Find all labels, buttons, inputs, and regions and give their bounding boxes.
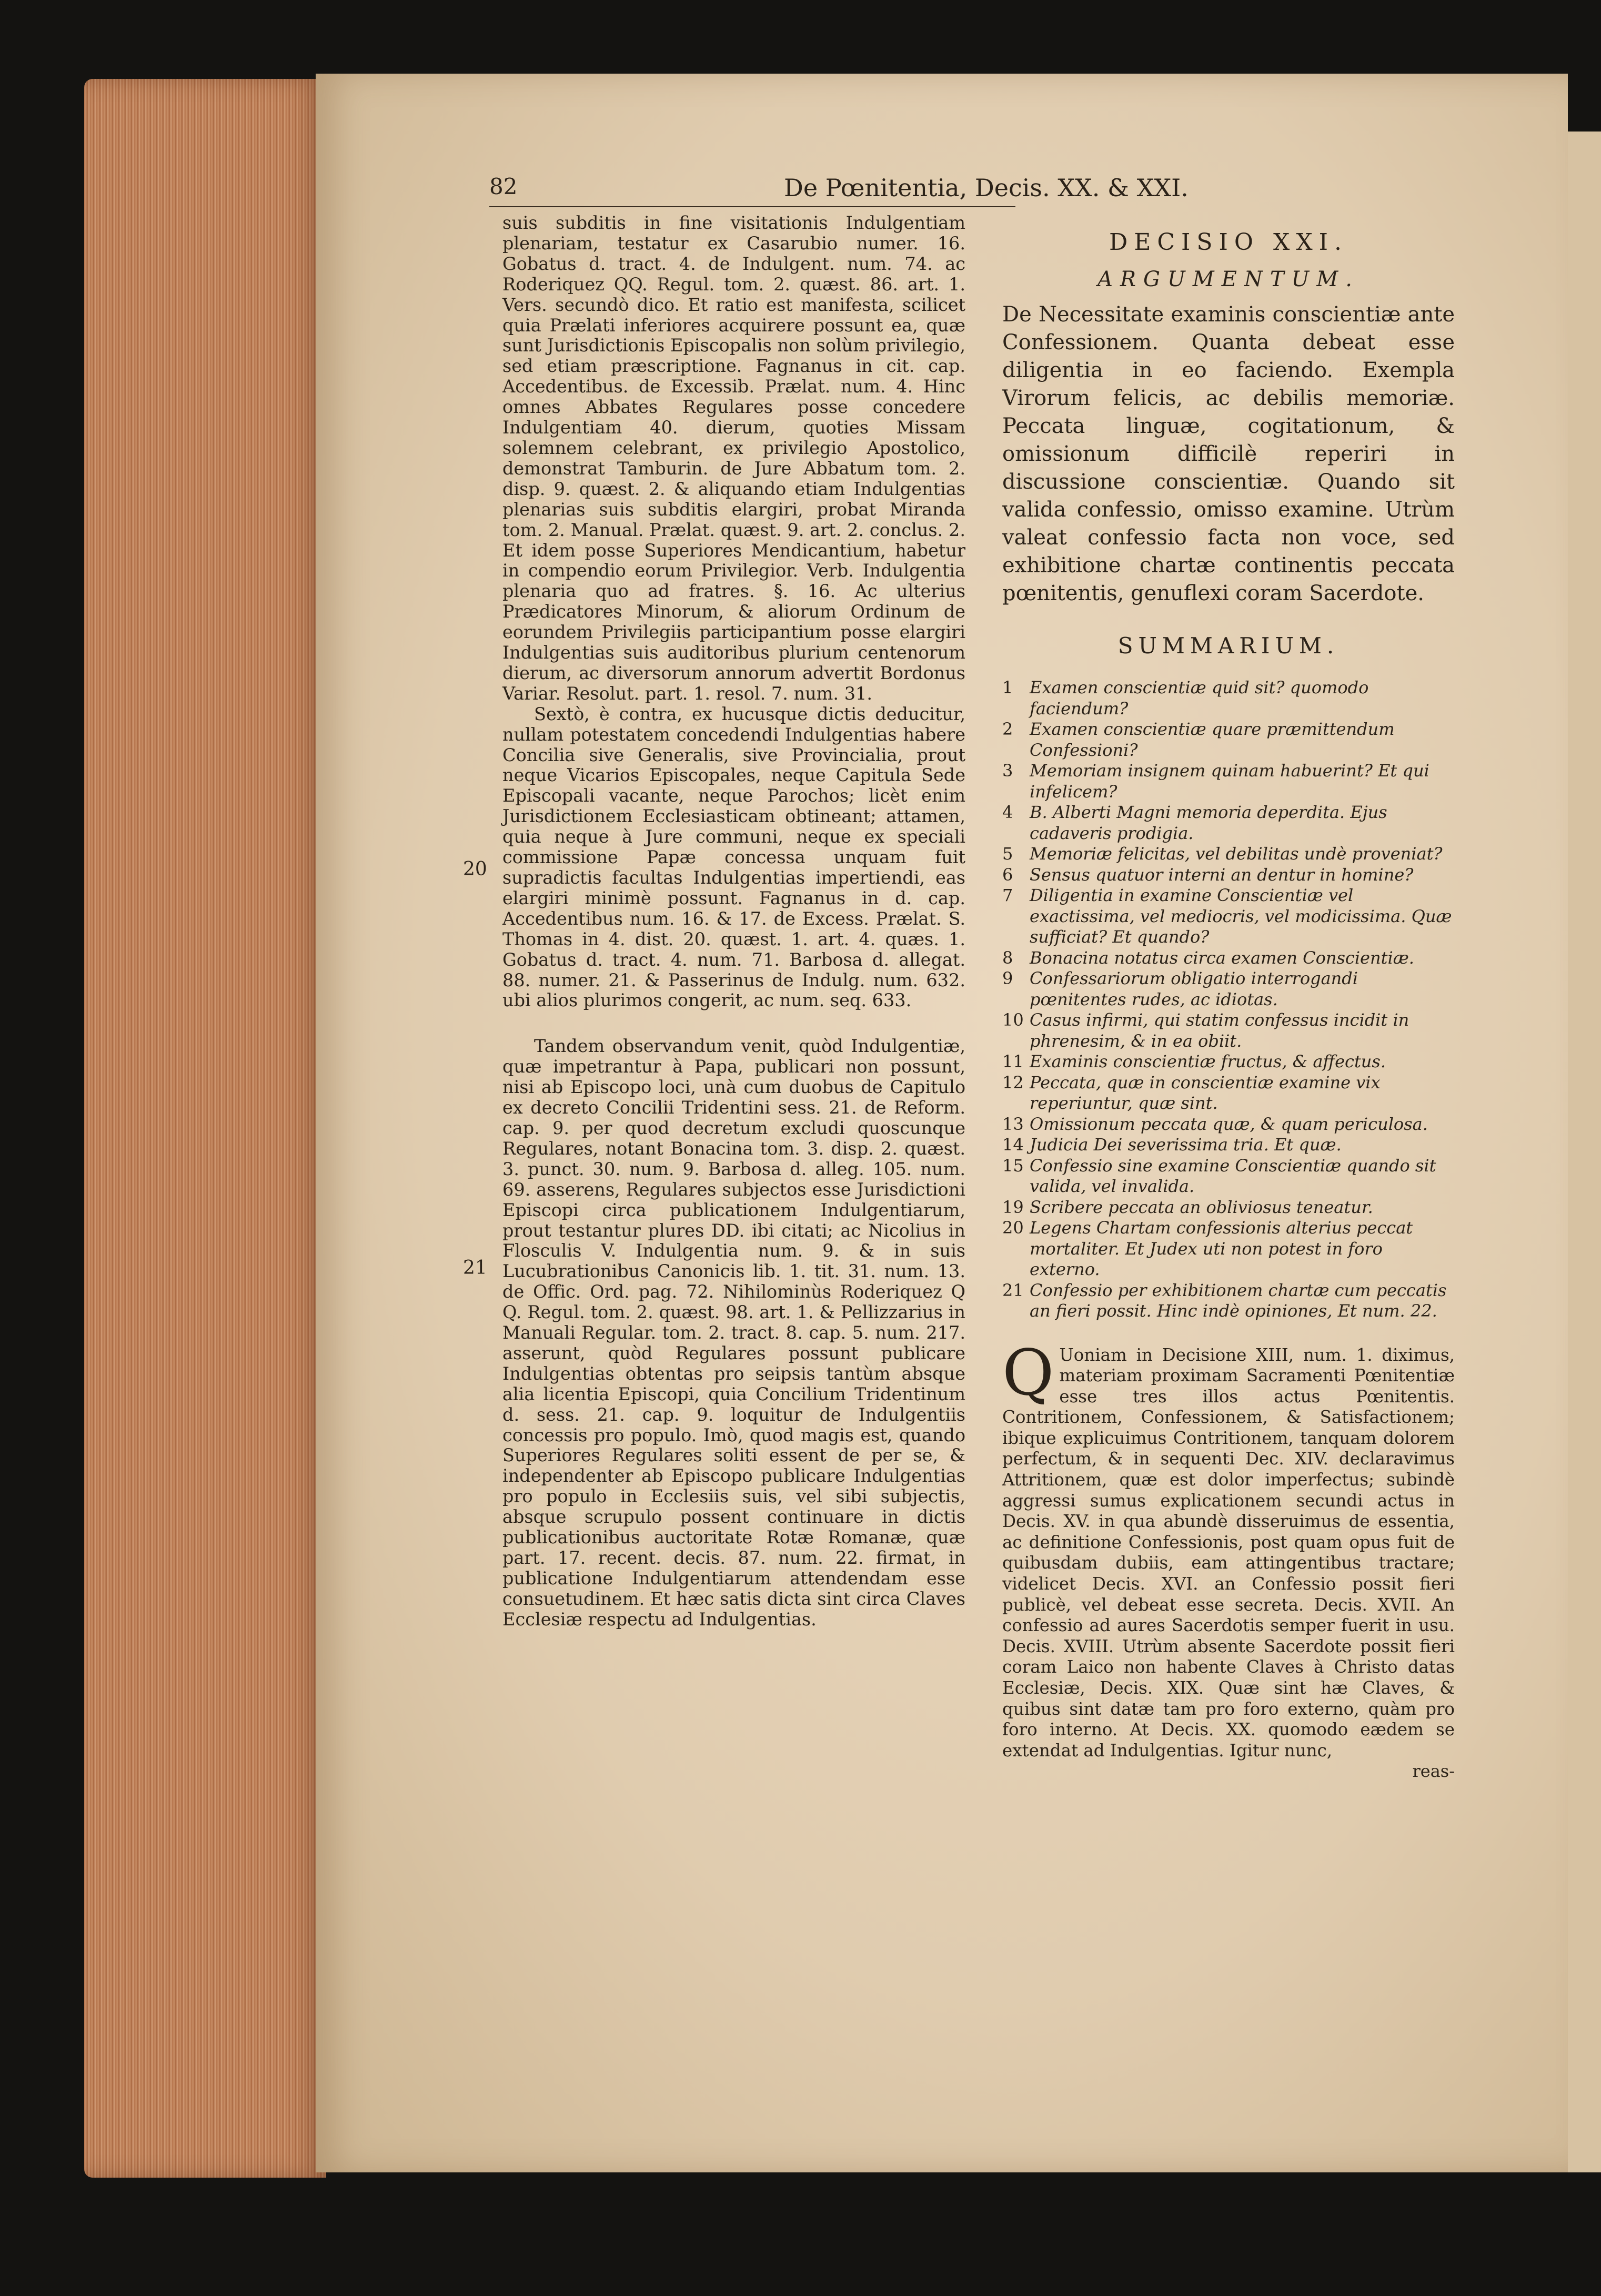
summary-item <box>1002 1010 1455 1051</box>
summary-number: 10 <box>1002 1010 1024 1030</box>
summary-item <box>1002 1135 1455 1156</box>
summary-text: Examen conscientiæ quid sit? quomodo faciendum? <box>1030 677 1369 719</box>
paragraph: Sextò, è contra, ex hucusque dictis deducitur, nullam potestatem concedendi Indulgentias habere Concilia sive Generalis, sive Provincialia, prout neque Vicarios Episcopales, neque Capitula Sede Episcopali vacante, neque Parochos; licèt enim Jurisdictionem Ecclesiasticam obtineant; attamen, quia neque à Jure communi, neque ex speciali commissione Papæ concessa unquam fuit supradictis facultas Indulgentias impertiendi, eas elargiri minimè possunt. Fagnanus in d. cap. Accedentibus num. 16. & 17. de Excess. Prælat. S. Thomas in 4. dist. 20. quæst. 1. art. 4. quæs. 1. Gobatus d. tract. 4. num. 71. Barbosa d. allegat. 88. numer. 21. & Passerinus de Indulg. num. 632. ubi alios plurimos congerit, ac num. seq. 633. <box>502 703 965 1011</box>
summary-number: 15 <box>1002 1155 1024 1176</box>
summary-text: Casus infirmi, qui statim confessus incidit in phrenesim, & in ea obiit. <box>1030 1010 1409 1051</box>
summary-item <box>1002 948 1455 969</box>
paragraph: Tandem observandum venit, quòd Indulgentiæ, quæ impetrantur à Papa, publicari non possunt, nisi ab Episcopo loci, unà cum duobus de Capitulo ex decreto Concilii Tridentini sess. 21. de Reform. cap. 9. per quod decretum excludi quoscunque Regulares, notant Bonacina tom. 3. disp. 2. quæst. 3. punct. 30. num. 9. Barbosa d. alleg. 105. num. 69. asserens, Regulares subjectos esse Jurisdictioni Episcopi circa publicationem Indulgentiarum, prout testantur plures DD. ibi citati; ac Nicolius in Flosculis V. Indulgentia num. 9. & in suis Lucubrationibus Canonicis lib. 1. tit. 31. num. 13. de Offic. Ord. pag. 72. Nihilominùs Roderiquez Q Q. Regul. tom. 2. quæst. 98. art. 1. & Pellizzarius in Manuali Regular. tom. 2. tract. 8. cap. 5. num. 217. asserunt, quòd Regulares possunt publicare Indulgentias obtentas pro seipsis tantùm absque alia licentia Episcopi, quia Concilium Tridentinum d. sess. 21. cap. 9. loquitur de Indulgentiis concessis pro populo. Imò, quod magis est, quando Superiores Regulares soliti essent de per se, & independenter ab Episcopo publicare Indulgentias pro populo in Ecclesiis suis, vel sibi subjectis, absque scrupulo possent continuare in dictis publicationibus auctoritate Rotæ Romanæ, quæ part. 17. recent. decis. 87. num. 22. firmat, in publicatione Indulgentiarum attendendam esse consuetudinem. Et hæc satis dicta sint circa Claves Ecclesiæ respectu ad Indulgentias. <box>502 1036 965 1630</box>
summary-text: Examen conscientiæ quare præmittendum Confessioni? <box>1030 719 1395 760</box>
paragraph: Uoniam in Decisione XIII, num. 1. diximus, materiam proximam Sacramenti Pœnitentiæ esse tres illos actus Pœnitentis. Contritionem, Confessionem, & Satisfactionem; ibique explicuimus Contritionem, tanquam dolorem perfectum, & in sequenti Dec. XIV. declaravimus Attritionem, quæ est dolor imperfectus; subindè aggressi sumus explicationem secundi actus in Decis. XV. in qua abundè disseruimus de essentia, ac definitione Confessionis, post quam opus fuit de quibusdam dubiis, eam attingentibus tractare; videlicet Decis. XVI. an Confessio possit fieri publicè, vel debeat esse secreta. Decis. XVII. An confessio ad aures Sacerdotis semper fuerit in usu. Decis. XVIII. Utrùm absente Sacerdote possit fieri coram Laico non habente Claves à Christo datas Ecclesiæ, Decis. XIX. Quæ sint hæ Claves, & quibus sint datæ tam pro foro externo, quàm pro foro interno. At Decis. XX. quomodo eædem se extendat ad Indulgentias. Igitur nunc, <box>1002 1344 1455 1761</box>
summary-item <box>1002 719 1455 761</box>
summary-number: 7 <box>1002 885 1013 905</box>
summary-text: Judicia Dei severissima tria. Et quæ. <box>1030 1135 1342 1155</box>
argument-heading: ARGUMENTUM. <box>1097 267 1360 291</box>
catchword: reas- <box>1412 1761 1455 1782</box>
summary-number: 6 <box>1002 864 1013 885</box>
summary-number: 13 <box>1002 1114 1024 1134</box>
margin-number: 21 <box>463 1257 487 1279</box>
summary-text: Omissionum peccata quæ, & quam periculosa. <box>1030 1114 1428 1134</box>
margin-number: 20 <box>463 858 487 880</box>
running-head <box>489 174 1189 216</box>
summary-text: Bonacina notatus circa examen Conscientiæ. <box>1030 947 1414 968</box>
summary-item <box>1002 677 1455 719</box>
summary-item <box>1002 968 1455 1010</box>
summary-number: 1 <box>1002 677 1013 697</box>
argument-text: De Necessitate examinis conscientiæ ante Confessionem. Quanta debeat esse diligentia in eo faciendo. Exempla Virorum felicis, ac debilis memoriæ. Peccata linguæ, cogitationum, & omissionum difficilè reperiri in discussione conscientiæ. Quando sit valida confessio, omisso examine. Utrùm valeat confessio facta non voce, sed exhibitione chartæ continentis peccata pœnitentis, genuflexi coram Sacerdote. <box>1002 302 1455 605</box>
summary-text: Confessariorum obligatio interrogandi pœnitentes rudes, ac idiotas. <box>1030 968 1358 1009</box>
summary-text: Confessio per exhibitionem chartæ cum peccatis an fieri possit. Hinc indè opiniones, Et num. 22. <box>1030 1280 1447 1321</box>
summary-item <box>1002 761 1455 802</box>
summary-number: 8 <box>1002 947 1013 968</box>
summary-number: 5 <box>1002 844 1013 864</box>
left-column <box>502 213 965 1630</box>
summary-item <box>1002 865 1455 886</box>
summary-number: 19 <box>1002 1197 1024 1217</box>
summary-number: 2 <box>1002 719 1013 739</box>
book-page-edges <box>84 79 326 2178</box>
right-column <box>1002 231 1455 1782</box>
summary-number: 12 <box>1002 1072 1024 1093</box>
summary-number: 3 <box>1002 761 1013 781</box>
summary-text: Confessio sine examine Conscientiæ quando sit valida, vel invalida. <box>1030 1155 1436 1196</box>
summary-number: 14 <box>1002 1135 1024 1155</box>
decision-body <box>1002 1336 1455 1782</box>
summary-text: B. Alberti Magni memoria deperdita. Ejus cadaveris prodigia. <box>1030 802 1387 843</box>
summary-text: Scribere peccata an obliviosus teneatur. <box>1030 1197 1373 1217</box>
summary-number: 9 <box>1002 968 1013 988</box>
page-number: 82 <box>489 174 518 199</box>
summary-item <box>1002 1218 1455 1280</box>
summary-text: Diligentia in examine Conscientiæ vel exactissima, vel mediocris, vel modicissima. Quæ sufficiat? Et quando? <box>1030 885 1452 947</box>
summary-item <box>1002 885 1455 948</box>
summary-number: 20 <box>1002 1218 1024 1238</box>
summary-number: 11 <box>1002 1051 1024 1071</box>
facing-page-edge <box>1568 132 1601 2172</box>
summary-text: Memoriam insignem quinam habuerint? Et qui infelicem? <box>1030 761 1429 802</box>
summary-item <box>1002 1114 1455 1135</box>
summary-item <box>1002 802 1455 844</box>
summary-item <box>1002 844 1455 865</box>
paragraph: suis subditis in fine visitationis Indulgentiam plenariam, testatur ex Casarubio numer. 16. Gobatus d. tract. 4. de Indulgent. num. 74. ac Roderiquez QQ. Regul. tom. 2. quæst. 86. art. 1. Vers. secundò dico. Et ratio est manifesta, scilicet quia Prælati inferiores acquirere possunt ea, quæ sunt Jurisdictionis Episcopalis non solùm privilegio, sed etiam præscriptione. Fagnanus in cit. cap. Accedentibus. de Excessib. Prælat. num. 4. Hinc omnes Abbates Regulares posse concedere Indulgentiam 40. dierum, quoties Missam solemnem celebrant, ex privilegio Apostolico, demonstrat Tamburin. de Jure Abbatum tom. 2. disp. 9. quæst. 2. & aliquando etiam Indulgentias plenarias suis subditis elargiri, probat Miranda tom. 2. Manual. Prælat. quæst. 9. art. 2. conclus. 2. Et idem posse Superiores Mendicantium, habetur in compendio eorum Privilegior. Verb. Indulgentia plenaria quo ad fratres. §. 16. Ac ulterius Prædicatores Minorum, & aliorum Ordinum de eorundem Privilegiis participantium posse elargiri Indulgentias suis auditoribus plurium centenorum dierum, ac diversorum annorum advertit Bordonus Variar. Resolut. part. 1. resol. 7. num. 31. <box>502 213 965 704</box>
drop-capital: Q <box>1002 1336 1054 1410</box>
header-rule <box>489 206 1015 207</box>
summary-item <box>1002 1280 1455 1322</box>
summary-text: Memoriæ felicitas, vel debilitas undè proveniat? <box>1030 844 1443 864</box>
summary-item <box>1002 1156 1455 1197</box>
summary-text: Sensus quatuor interni an dentur in homine? <box>1030 864 1414 885</box>
summary-text: Legens Chartam confessionis alterius peccat mortaliter. Et Judex uti non potest in foro externo. <box>1030 1218 1413 1279</box>
summary-text: Peccata, quæ in conscientiæ examine vix reperiuntur, quæ sint. <box>1030 1072 1381 1113</box>
summary-number: 4 <box>1002 802 1013 822</box>
page-title: De Pœnitentia, Decis. XX. & XXI. <box>784 174 1189 202</box>
summary-item <box>1002 1051 1455 1073</box>
summary-item <box>1002 1197 1455 1218</box>
summary-text: Examinis conscientiæ fructus, & affectus. <box>1030 1051 1386 1071</box>
summary-number: 21 <box>1002 1280 1024 1300</box>
summary-item <box>1002 1073 1455 1114</box>
decision-heading: DECISIO XXI. <box>1109 229 1348 256</box>
summary-list <box>1002 677 1455 1322</box>
summary-heading: SUMMARIUM. <box>1117 633 1340 659</box>
